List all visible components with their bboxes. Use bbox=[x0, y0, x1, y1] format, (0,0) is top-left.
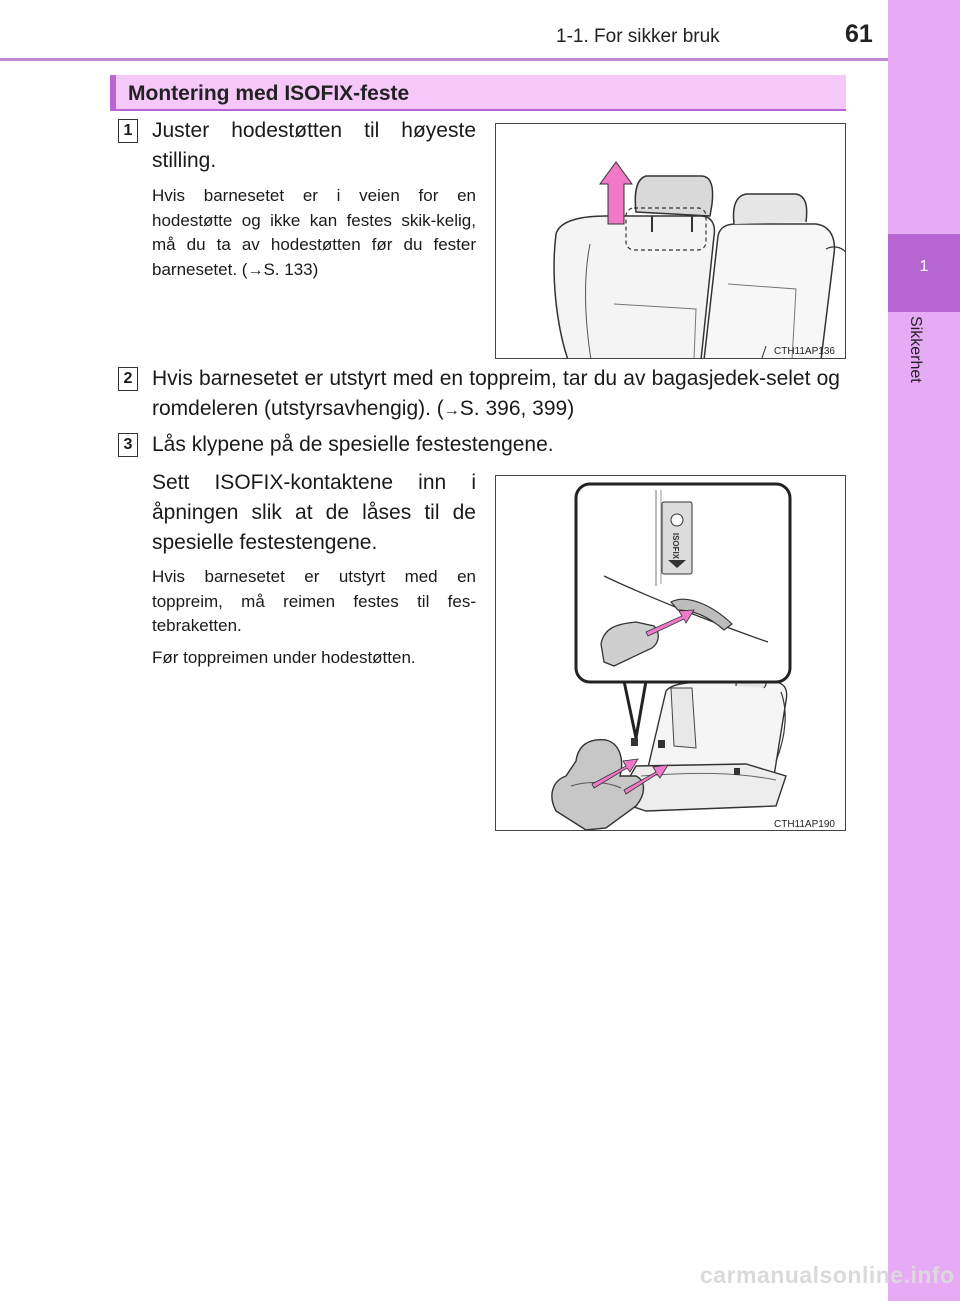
header-rule bbox=[0, 58, 888, 61]
step-1-number: 1 bbox=[118, 119, 138, 143]
figure-2-code: CTH11AP190 bbox=[774, 819, 835, 830]
step-2-text-body: Hvis barnesetet er utstyrt med en toppreim, tar du av bagasjedek-selet og romdeleren (utstyrsavhengig). ( bbox=[152, 367, 840, 420]
step-2-text-ref[interactable]: S. 396, 399) bbox=[459, 397, 575, 420]
figure-1-code: CTH11AP136 bbox=[774, 346, 835, 357]
step-1-text: Juster hodestøtten til høyeste stilling. bbox=[152, 119, 476, 172]
step-3-number: 3 bbox=[118, 433, 138, 457]
side-chapter-label bbox=[906, 316, 926, 416]
ref-arrow-icon: → bbox=[247, 261, 264, 279]
watermark: carmanualsonline.info bbox=[700, 1262, 955, 1288]
section-heading-rule bbox=[110, 109, 846, 111]
step-2-text bbox=[152, 364, 840, 426]
step-3-note: Hvis barnesetet er utstyrt med en toppreim, må reimen festes til fes-tebraketten. bbox=[152, 567, 476, 635]
ref-arrow-icon: → bbox=[443, 402, 460, 419]
isofix-label: ISOFIX bbox=[671, 532, 680, 560]
section-title: Montering med ISOFIX-feste bbox=[128, 82, 410, 105]
step-3-text: Lås klypene på de spesielle festestengene. bbox=[152, 433, 554, 456]
step-1-note bbox=[152, 184, 476, 283]
side-thumb-tab bbox=[888, 0, 960, 1301]
isofix-illustration bbox=[496, 476, 846, 831]
step-1-note-ref[interactable]: S. 133) bbox=[263, 259, 319, 279]
page-number: 61 bbox=[845, 20, 873, 48]
side-chapter-number: 1 bbox=[919, 258, 929, 275]
step-3-note2: Før toppreimen under hodestøtten. bbox=[152, 648, 416, 667]
step-1-note-text: Hvis barnesetet er i veien for en hodestøtte og ikke kan festes skik-kelig, må du ta av hodestøtten før du fester barnesetet. ( bbox=[152, 186, 476, 279]
figure-isofix bbox=[495, 475, 846, 831]
headrest-illustration bbox=[496, 124, 846, 359]
step-2-number: 2 bbox=[118, 367, 138, 391]
running-header-section: 1-1. For sikker bruk bbox=[556, 26, 720, 47]
step-3-subtext: Sett ISOFIX-kontaktene inn i åpningen slik at de låses til de spesielle festestengene. bbox=[152, 471, 476, 554]
figure-headrest bbox=[495, 123, 846, 359]
side-chapter-label-text: Sikkerhet bbox=[907, 316, 924, 383]
